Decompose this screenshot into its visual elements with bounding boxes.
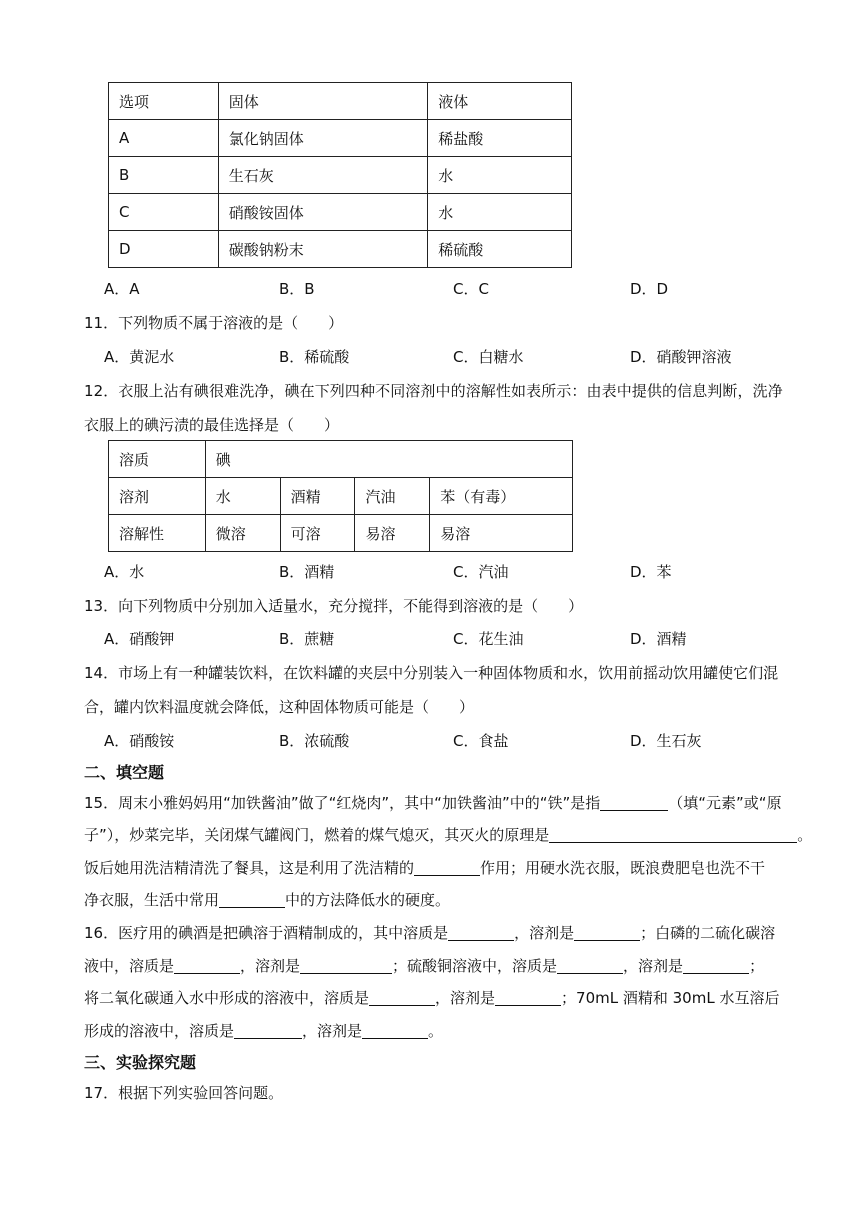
q12-option-a: A．水 (104, 563, 145, 581)
table-cell: 酒精 (280, 478, 355, 515)
q10-option-b: B．B (279, 280, 315, 298)
q14-option-b: B．浓硫酸 (279, 732, 350, 750)
table-cell: 易溶 (355, 515, 430, 552)
q14-option-a: A．硝酸铵 (104, 732, 175, 750)
q14-option-d: D．生石灰 (630, 732, 702, 750)
q12-option-c: C．汽油 (453, 563, 509, 581)
answer-blank[interactable] (600, 794, 668, 811)
q16-text: ，溶剂是 (623, 957, 684, 975)
q11-option-d: D．硝酸钾溶液 (630, 348, 732, 366)
table-row (109, 194, 572, 231)
table-cell: 选项 (109, 83, 219, 120)
q16-text: ；白磷的二硫化碳溶 (640, 924, 776, 942)
q16-text: 将二氧化碳通入水中形成的溶液中，溶质是 (84, 989, 370, 1007)
table-cell: 汽油 (355, 478, 430, 515)
answer-blank[interactable] (574, 924, 640, 941)
q10-option-d: D．D (630, 280, 669, 298)
answer-blank[interactable] (683, 957, 749, 974)
table-cell: 易溶 (430, 515, 573, 552)
q11-question: 11．下列物质不属于溶液的是（ ） (84, 314, 344, 332)
table-cell: 可溶 (280, 515, 355, 552)
q16-text: ；硫酸铜溶液中，溶质是 (392, 957, 558, 975)
q15-text: 中的方法降低水的硬度。 (285, 891, 451, 909)
q15-line3 (84, 857, 765, 878)
table-cell: 固体 (218, 83, 428, 120)
q12-question-line2: 衣服上的碘污渍的最佳选择是（ ） (84, 416, 340, 434)
q15-text: 。 (797, 826, 813, 844)
q15-text: 净衣服，生活中常用 (84, 891, 220, 909)
section-heading-fill-in: 二、填空题 (84, 763, 165, 782)
q15-text: 作用；用硬水洗衣服，既浪费肥皂也洗不干 (480, 859, 766, 877)
q11-option-a: A．黄泥水 (104, 348, 175, 366)
table-cell: 生石灰 (218, 157, 428, 194)
answer-blank[interactable] (448, 924, 514, 941)
q11-option-b: B．稀硫酸 (279, 348, 350, 366)
q15-text: 15．周末小雅妈妈用“加铁酱油”做了“红烧肉”，其中“加铁酱油”中的“铁”是指 (84, 794, 601, 812)
q16-line1 (84, 922, 775, 943)
q13-option-d: D．酒精 (630, 630, 687, 648)
q12-option-d: D．苯 (630, 563, 672, 581)
answer-blank[interactable] (300, 957, 392, 974)
q13-option-c: C．花生油 (453, 630, 524, 648)
q16-text: ； (749, 957, 765, 975)
table-header-row (109, 83, 572, 120)
answer-blank[interactable] (414, 859, 480, 876)
q16-text: ，溶剂是 (302, 1022, 363, 1040)
answer-blank[interactable] (362, 1022, 428, 1039)
q16-text: ；70mL 酒精和 30mL 水互溶后 (561, 989, 780, 1007)
answer-blank[interactable] (495, 989, 561, 1006)
q14-question-line2: 合，罐内饮料温度就会降低，这种固体物质可能是（ ） (84, 698, 475, 716)
table-cell: 硝酸铵固体 (218, 194, 428, 231)
table-cell: D (109, 231, 219, 268)
table-row (109, 157, 572, 194)
table-cell: 微溶 (205, 515, 280, 552)
q16-text: 液中，溶质是 (84, 957, 175, 975)
answer-blank[interactable] (234, 1022, 302, 1039)
answer-blank[interactable] (219, 891, 285, 908)
q16-text: ，溶剂是 (514, 924, 575, 942)
table-cell: 溶质 (109, 441, 206, 478)
q15-text: 子”），炒菜完毕，关闭煤气罐阀门，燃着的煤气熄灭，其灭火的原理是 (84, 826, 550, 844)
q16-line2 (84, 955, 764, 976)
table-cell: 碘 (205, 441, 572, 478)
table-cell: 溶剂 (109, 478, 206, 515)
q11-option-c: C．白糖水 (453, 348, 524, 366)
q14-option-c: C．食盐 (453, 732, 509, 750)
q15-line2 (84, 824, 812, 845)
q16-line3 (84, 987, 779, 1008)
q17-question: 17．根据下列实验回答问题。 (84, 1084, 284, 1102)
table-cell: 碳酸钠粉末 (218, 231, 428, 268)
table-row (109, 231, 572, 268)
table-cell: 氯化钠固体 (218, 120, 428, 157)
table-cell: B (109, 157, 219, 194)
section-heading-experiment: 三、实验探究题 (84, 1053, 197, 1072)
solubility-table (108, 440, 573, 552)
q12-option-b: B．酒精 (279, 563, 335, 581)
q13-option-b: B．蔗糖 (279, 630, 335, 648)
table-cell: 水 (428, 194, 572, 231)
q10-option-c: C．C (453, 280, 489, 298)
q15-line1 (84, 792, 782, 813)
table-row (109, 120, 572, 157)
table-cell: 苯（有毒） (430, 478, 573, 515)
answer-blank[interactable] (549, 826, 797, 843)
table-row (109, 515, 573, 552)
q12-question-line1: 12．衣服上沾有碘很难洗净，碘在下列四种不同溶剂中的溶解性如表所示：由表中提供的信息判断，洗净 (84, 382, 783, 400)
table-cell: C (109, 194, 219, 231)
q13-question: 13．向下列物质中分别加入适量水，充分搅拌，不能得到溶液的是（ ） (84, 597, 584, 615)
table-cell: 溶解性 (109, 515, 206, 552)
q13-option-a: A．硝酸钾 (104, 630, 175, 648)
table-cell: 稀盐酸 (428, 120, 572, 157)
table-row (109, 478, 573, 515)
answer-blank[interactable] (174, 957, 240, 974)
q16-text: ，溶剂是 (240, 957, 301, 975)
q14-question-line1: 14．市场上有一种罐装饮料，在饮料罐的夹层中分别装入一种固体物质和水，饮用前摇动饮用罐使它们混 (84, 664, 779, 682)
table-row (109, 441, 573, 478)
table-cell: 稀硫酸 (428, 231, 572, 268)
table-cell: 水 (428, 157, 572, 194)
q16-line4 (84, 1020, 443, 1041)
q16-text: ，溶剂是 (435, 989, 496, 1007)
q16-text: 16．医疗用的碘酒是把碘溶于酒精制成的，其中溶质是 (84, 924, 449, 942)
q15-text: （填“元素”或“原 (668, 794, 782, 812)
table-cell: 液体 (428, 83, 572, 120)
table-cell: A (109, 120, 219, 157)
options-table (108, 82, 572, 268)
answer-blank[interactable] (557, 957, 623, 974)
table-cell: 水 (205, 478, 280, 515)
q10-option-a: A．A (104, 280, 140, 298)
answer-blank[interactable] (369, 989, 435, 1006)
q15-line4 (84, 889, 450, 910)
q16-text: 形成的溶液中，溶质是 (84, 1022, 235, 1040)
q15-text: 饭后她用洗洁精清洗了餐具，这是利用了洗洁精的 (84, 859, 415, 877)
q16-text: 。 (428, 1022, 444, 1040)
